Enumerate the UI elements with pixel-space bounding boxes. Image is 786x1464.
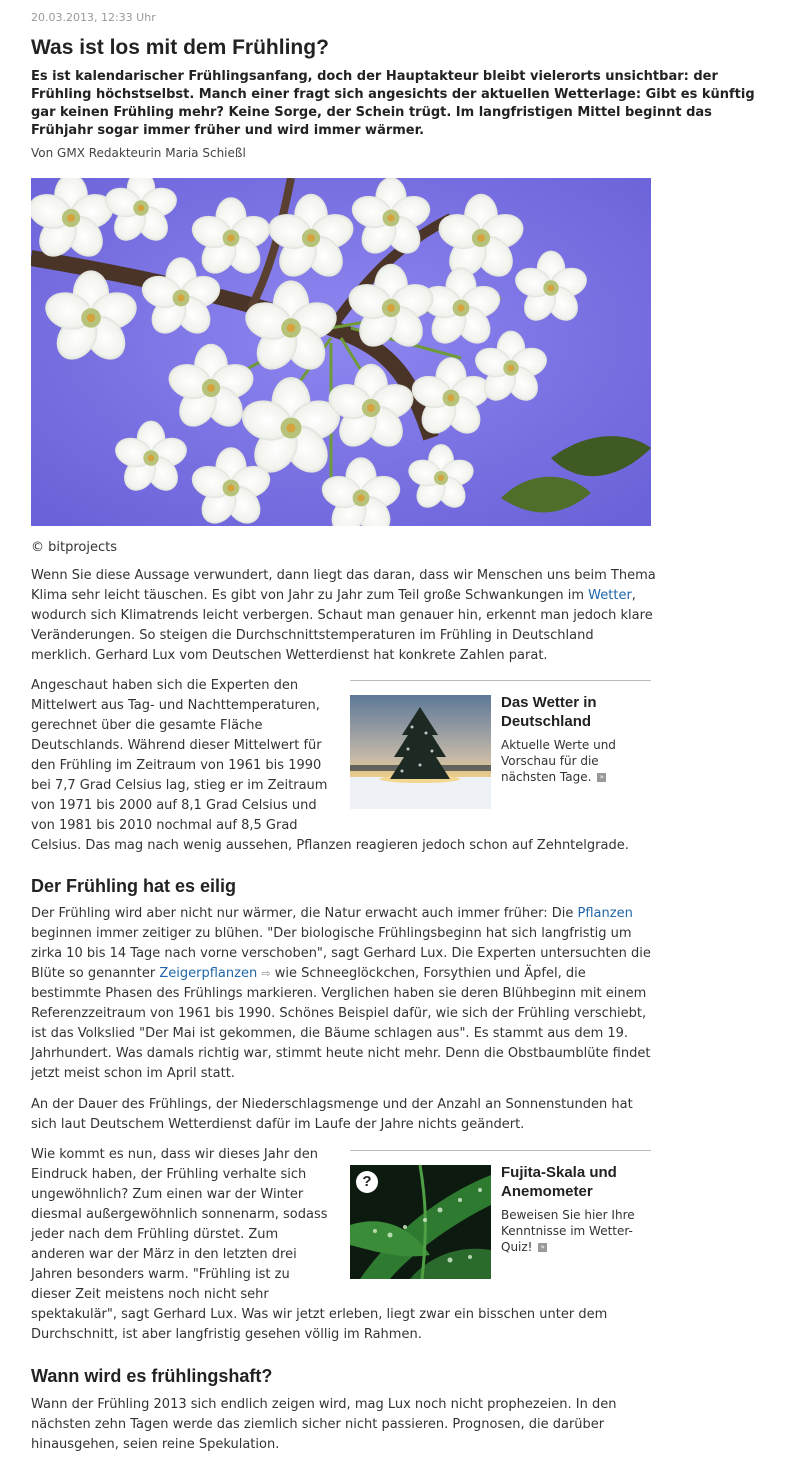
temp-line: Angeschaut haben sich die Experten den: [31, 678, 299, 693]
thumbnail-winter-tree[interactable]: [350, 695, 491, 809]
article-date: 20.03.2013, 12:33 Uhr: [31, 11, 156, 24]
unusual-line: dieser Zeit meistens noch nicht sehr: [31, 1287, 269, 1302]
external-link-icon[interactable]: ⇨: [261, 967, 271, 980]
link-wetter[interactable]: Wetter: [588, 588, 632, 603]
paragraph-intro: Wenn Sie diese Aussage verwundert, dann liegt das daran, dass wir Menschen uns beim Thema Klima sehr leicht täuschen. Es gibt von Jahr zu Jahr zum Teil große Schwankungen im Wetter, wodurch sich Klimatrends leicht verbergen. Schaut man genauer hin, erkennt man jedoch klare Veränderungen. So steigen die Durchschnittstemperaturen im Frühling in Deutschland merklich. Gerhard Lux vom Deutschen Wetterdienst hat konkrete Zahlen parat.: [31, 568, 656, 663]
teaser-box-quiz[interactable]: [350, 1150, 651, 1281]
temp-line: von 1981 bis 2010 nochmal auf 8,5 Grad: [31, 818, 298, 833]
teaser-title-wetter[interactable]: Das Wetter in Deutschland: [501, 694, 597, 730]
temp-line: gerechnet über die gesamte Fläche: [31, 718, 263, 733]
teaser-box-wetter[interactable]: [350, 680, 651, 811]
temp-line: Celsius. Das mag nach wenig aussehen, Pflanzen reagieren jedoch schon auf Zehntelgrade.: [31, 838, 629, 853]
link-pflanzen[interactable]: Pflanzen: [577, 906, 633, 921]
image-credit: © bitprojects: [31, 540, 117, 555]
unusual-line: jeder nach dem Frühling dürstet. Zum: [31, 1227, 279, 1242]
unusual-line: Wie kommt es nun, dass wir dieses Jahr den: [31, 1147, 318, 1162]
temp-line: von 1971 bis 2000 auf 8,1 Grad Celsius und: [31, 798, 317, 813]
article-byline: Von GMX Redakteurin Maria Schießl: [31, 146, 246, 160]
thumbnail-leaves-drops[interactable]: [350, 1165, 491, 1279]
article-lead: Es ist kalendarischer Frühlingsanfang, doch der Hauptakteur bleibt vielerorts unsichtbar: der Frühling höchstselbst. Manch einer fragt sich angesichts der aktuellen Wetterlage: Gibt es künftig gar keinen Frühling mehr? Keine Sorge, der Schein trügt. Im langfristigen Mittel beginnt das Frühjahr sogar immer früher und wird immer wärmer.: [31, 69, 755, 138]
temp-line: Deutschlands. Während dieser Mittelwert für: [31, 738, 322, 753]
unusual-line: ungewöhnlich? Zum einen war der Winter: [31, 1187, 304, 1202]
link-zeigerpflanzen[interactable]: Zeigerpflanzen: [159, 966, 258, 981]
more-arrow-icon[interactable]: »: [597, 773, 606, 782]
unusual-line: anderen war der März in den letzten drei: [31, 1247, 297, 1262]
heading-wann-fruehlingshaft: Wann wird es frühlingshaft?: [31, 1366, 273, 1386]
paragraph-prognosis: Wann der Frühling 2013 sich endlich zeigen wird, mag Lux noch nicht prophezeien. In den nächsten zehn Tagen werde das ziemlich sicher nicht passieren. Prognosen, die darüber hinausgehen, seien reine Spekulation.: [31, 1397, 617, 1452]
unusual-line: Jahren besonders warm. "Frühling ist zu: [31, 1267, 290, 1282]
more-arrow-icon[interactable]: »: [538, 1243, 547, 1252]
teaser-desc-wetter: Aktuelle Werte und Vorschau für die nächsten Tage. »: [501, 738, 616, 784]
paragraph-duration: An der Dauer des Frühlings, der Niederschlagsmenge und der Anzahl an Sonnenstunden hat sich laut Deutschem Wetterdienst dafür im Laufe der Jahre nichts geändert.: [31, 1097, 633, 1132]
teaser-title-quiz[interactable]: Fujita-Skala und Anemometer: [501, 1164, 617, 1200]
heading-fruehling-eilig: Der Frühling hat es eilig: [31, 876, 237, 896]
teaser-desc-quiz: Beweisen Sie hier Ihre Kenntnisse im Wetter-Quiz! »: [501, 1208, 635, 1254]
temp-line: Mittelwert aus Tag- und Nachttemperaturen,: [31, 698, 320, 713]
hero-image-cherry-blossoms: [31, 178, 651, 526]
temp-line: bei 7,7 Grad Celsius lag, stieg er im Zeitraum: [31, 778, 328, 793]
unusual-line: spektakulär", sagt Gerhard Lux. Was wir jetzt erleben, liegt zwar ein bisschen unter dem: [31, 1307, 608, 1322]
unusual-line: Durchschnitt, ist aber langfristig gesehen völlig im Rahmen.: [31, 1327, 422, 1342]
article-title: Was ist los mit dem Frühling?: [31, 36, 329, 59]
quiz-question-icon: ?: [356, 1171, 378, 1193]
unusual-line: diesmal außergewöhnlich sonnenarm, sodass: [31, 1207, 328, 1222]
paragraph-plants: Der Frühling wird aber nicht nur wärmer, die Natur erwacht auch immer früher: Die Pflanzen beginnen immer zeitiger zu blühen. "Der biologische Frühlingsbeginn hat sich langfristig um zirka 10 bis 14 Tage nach vorne verschoben", sagt Gerhard Lux. Die Experten untersuchten die Blüte so genannter Zeigerpflanzen ⇨ wie Schneeglöckchen, Forsythien und Äpfel, die bestimmte Phasen des Frühlings markieren. Verglichen haben sie deren Blühbeginn mit einem Referenzzeitraum von 1961 bis 1990. Schönes Beispiel dafür, wie sich der Frühling verschiebt, ist das Volkslied "Der Mai ist gekommen, die Bäume schlagen aus". Es stammt aus dem 19. Jahrhundert. Was damals richtig war, stimmt heute nicht mehr. Denn die Obstbaumblüte findet jetzt meist schon im April statt.: [31, 906, 651, 1081]
unusual-line: Eindruck haben, der Frühling verhalte sich: [31, 1167, 307, 1182]
temp-line: den Frühling im Zeitraum von 1961 bis 1990: [31, 758, 322, 773]
